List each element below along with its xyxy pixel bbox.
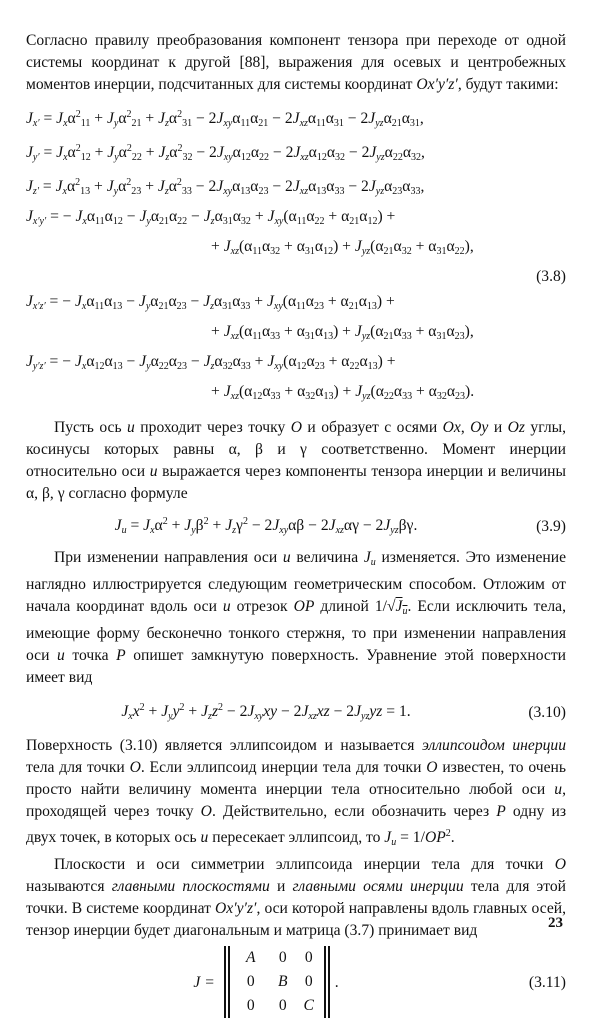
inertia-matrix: J = A 0 0 0 B 0 0 0 C . bbox=[193, 946, 338, 1018]
paragraph-4: Поверхность (3.10) является эллипсоидом и называется эллипсоидом инерции тела для точки O. Если эллипсоид инерции тела для точки O известен, то очень просто найти величину момента инерции тела относительно любой оси u, проходящей через точку O. Действительно, если обозначить через P одну из двух точек, в которых ось u пересекает эллипсоид, то $J_u = 1/OP^2$. bbox=[26, 737, 567, 848]
eq-line-jxz-b: + $J_{xz}(\alpha_{11}\alpha_{33} + \alpha_{31}\alpha_{13}) + J_{yz}(\alpha_{21}\alpha_{33} + \alpha_{31}\alpha_{23})$, bbox=[211, 323, 474, 342]
eq-line-jz: $J_{z'} = J_x\alpha^2_{13} + J_y\alpha^2_{23} + J_z\alpha^2_{33} - 2J_{xy}\alpha_{13}\alpha_{23} - 2J_{xz}\alpha_{13}\alpha_{33} - 2J_{yz}\alpha_{23}\alpha_{33}$, bbox=[26, 177, 425, 197]
eq-line-jxy-b: + $J_{xz}(\alpha_{11}\alpha_{32} + \alpha_{31}\alpha_{12}) + J_{yz}(\alpha_{21}\alpha_{32} + \alpha_{31}\alpha_{22})$, bbox=[211, 238, 474, 257]
equation-3-11 bbox=[26, 946, 566, 1018]
matrix-cell: 0 bbox=[304, 949, 313, 966]
matrix-cell: 0 bbox=[278, 949, 287, 966]
eq-line-jyz-b: + $J_{xz}(\alpha_{12}\alpha_{33} + \alpha_{32}\alpha_{13}) + J_{yz}(\alpha_{22}\alpha_{33} + \alpha_{32}\alpha_{23})$. bbox=[211, 383, 475, 402]
page-content bbox=[26, 30, 566, 1018]
equation-number: (3.9) bbox=[536, 517, 566, 535]
paragraph-2: Пусть ось u проходит через точку O и образует с осями Ox, Oy и Oz углы, косинусы которых равны α, β и γ соответственно. Момент инерции относительно оси u выражается через компоненты тензора инерции и величины α, β, γ согласно формуле bbox=[26, 419, 567, 502]
matrix-cell: 0 bbox=[278, 997, 287, 1014]
equation-number: (3.8) bbox=[536, 268, 566, 285]
matrix-cell: 0 bbox=[246, 973, 255, 990]
matrix-cell: B bbox=[277, 973, 288, 990]
matrix-cell: C bbox=[303, 997, 314, 1014]
eq-line-jyz-a: $J_{y'z'}$ = − $J_x\alpha_{12}\alpha_{13} - J_y\alpha_{22}\alpha_{23} - J_z\alpha_{32}\alpha_{33} + J_{xy}(\alpha_{12}\alpha_{23} + \alpha_{22}\alpha_{13})$ + bbox=[26, 353, 396, 372]
matrix-cell: A bbox=[245, 949, 256, 966]
matrix-lhs: J = bbox=[193, 973, 215, 991]
equation-3-9: $J_u = J_x\alpha^2 + J_y\beta^2 + J_z\gamma^2 - 2J_{xy}\alpha\beta - 2J_{xz}\alpha\gamma - 2J_{yz}\beta\gamma$. (3.9) bbox=[26, 509, 566, 543]
equation-3-10: $J_xx^2 + J_yy^2 + J_zz^2 - 2J_{xy}xy - 2J_{xz}xz - 2J_{yz}yz = 1$. (3.10) bbox=[26, 695, 566, 729]
paragraph-1: Согласно правилу преобразования компонент тензора при переходе от одной системы координат к другой [88], выражения для осевых и центробежных моментов инерции, подсчитанных для системы координат Ox′y′z′, будут такими: bbox=[26, 32, 566, 93]
equation-number: (3.10) bbox=[528, 703, 566, 721]
matrix-cell: 0 bbox=[246, 997, 255, 1014]
page-number: 23 bbox=[548, 915, 563, 931]
eq-line-jxz-a: $J_{x'z'}$ = − $J_x\alpha_{11}\alpha_{13} - J_y\alpha_{21}\alpha_{23} - J_z\alpha_{31}\alpha_{33} + J_{xy}(\alpha_{11}\alpha_{23} + \alpha_{21}\alpha_{13})$ + bbox=[26, 293, 395, 312]
matrix-cell: 0 bbox=[304, 973, 313, 990]
equation-number: (3.11) bbox=[528, 973, 566, 991]
eq-line-jx: $J_{x'} = J_x\alpha^2_{11} + J_y\alpha^2_{21} + J_z\alpha^2_{31} - 2J_{xy}\alpha_{11}\alpha_{21} - 2J_{xz}\alpha_{11}\alpha_{31} - 2J_{yz}\alpha_{21}\alpha_{31}$, bbox=[26, 109, 424, 129]
eq-line-jxy-a: $J_{x'y'}$ = − $J_x\alpha_{11}\alpha_{12} - J_y\alpha_{21}\alpha_{22} - J_z\alpha_{31}\alpha_{32} + J_{xy}(\alpha_{11}\alpha_{22} + \alpha_{21}\alpha_{12})$ + bbox=[26, 208, 396, 227]
equation-3-8 bbox=[26, 102, 566, 409]
eq-number-3-8-row bbox=[26, 264, 566, 289]
eq-line-jy: $J_{y'} = J_x\alpha^2_{12} + J_y\alpha^2_{22} + J_z\alpha^2_{32} - 2J_{xy}\alpha_{12}\alpha_{22} - 2J_{xz}\alpha_{12}\alpha_{32} - 2J_{yz}\alpha_{22}\alpha_{32}$, bbox=[26, 143, 425, 163]
paragraph-5: Плоскости и оси симметрии эллипсоида инерции тела для точки O называются главными плоскостями и главными осями инерции тела для этой точки. В системе координат Ox′y′z′, оси которой направлены вдоль главных осей, тензор инерции будет диагональным и матрица (3.7) принимает вид bbox=[26, 856, 567, 939]
paragraph-3: При изменении направления оси u величина $J_u$ изменяется. Это изменение наглядно иллюстрируется следующим геометрическим способом. Отложим от начала координат вдоль оси u отрезок OP длиной $1/√J_u$. Если исключить тела, имеющие форму бесконечно тонкого стержня, то при изменении направления оси u точка P опишет замкнутую поверхность. Уравнение этой поверхности имеет вид bbox=[26, 549, 566, 686]
